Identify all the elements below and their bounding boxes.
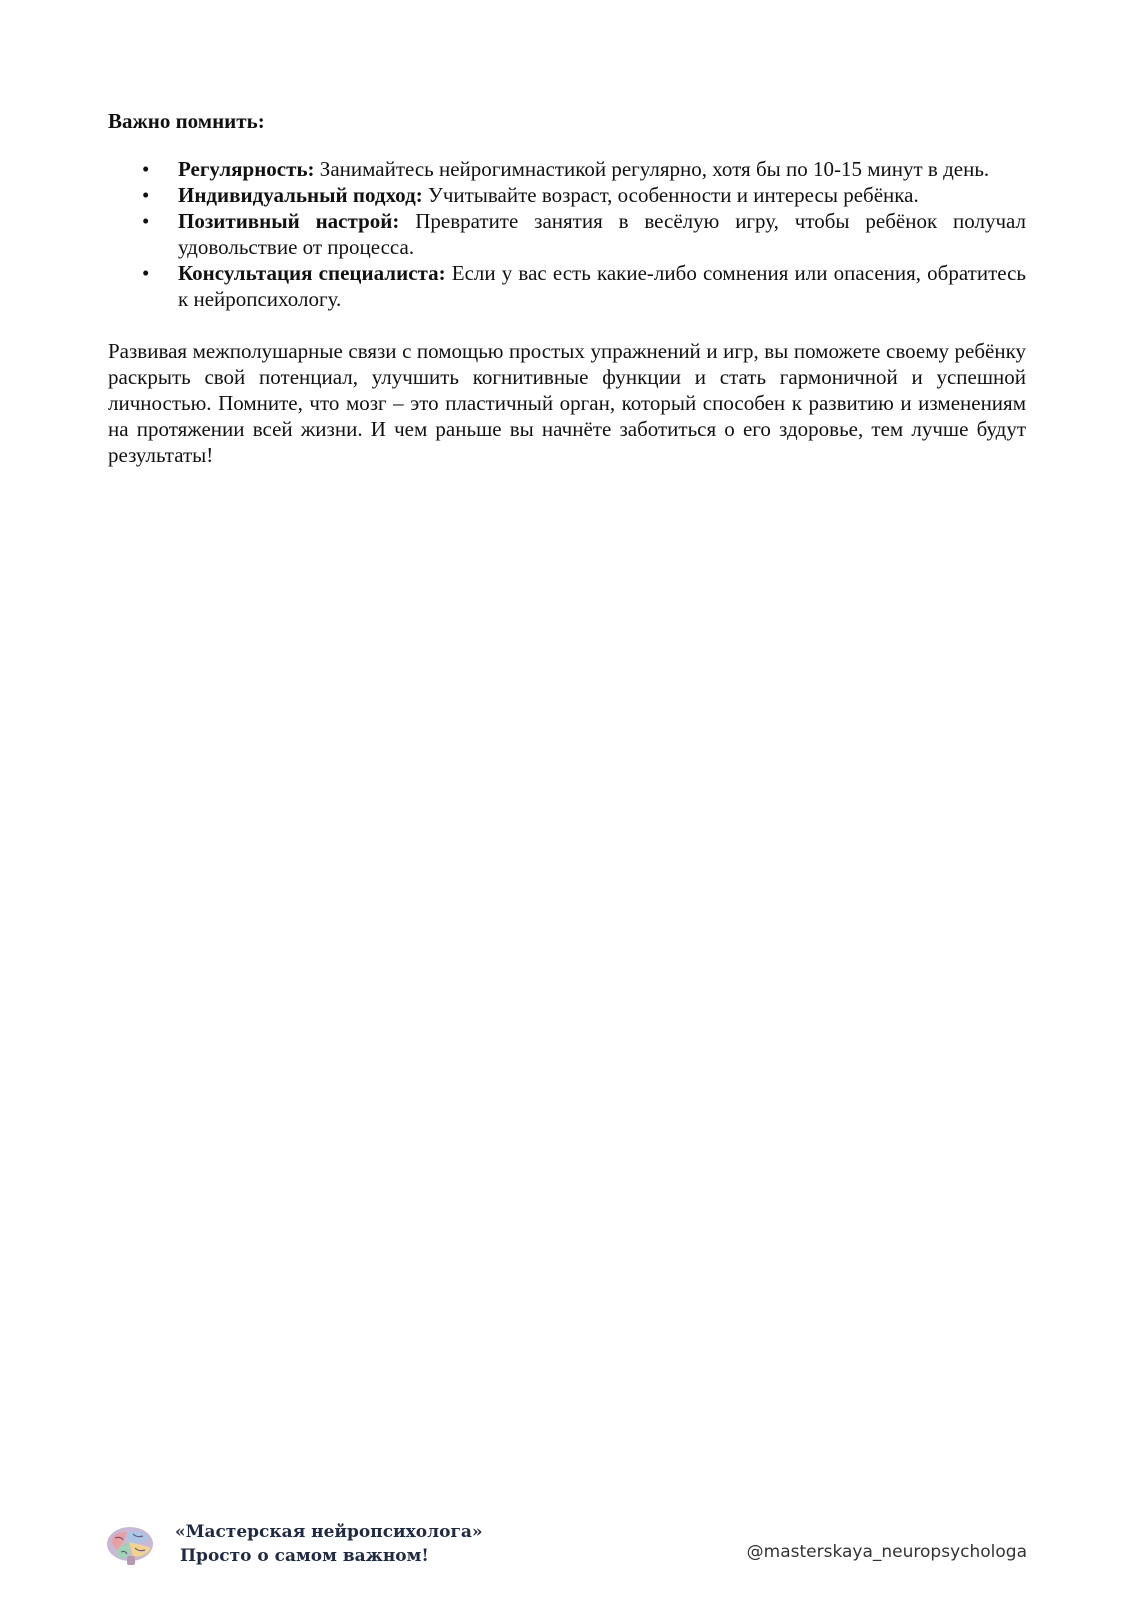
brand-name: «Мастерская нейропсихолога» <box>175 1522 483 1542</box>
page-footer <box>105 1520 1027 1570</box>
list-item <box>108 156 1026 182</box>
bullet-icon: • <box>142 183 150 207</box>
tip-text: Превратите занятия в весёлую игру, чтобы ребёнок получал удовольствие от процесса. <box>178 209 1026 259</box>
section-heading: Важно помнить: <box>108 109 265 133</box>
brain-logo-icon <box>105 1524 155 1568</box>
document-body <box>108 108 1026 468</box>
tip-term: Индивидуальный подход: <box>178 183 423 207</box>
brand-tagline: Просто о самом важном! <box>180 1546 429 1566</box>
list-item <box>108 260 1026 312</box>
summary-paragraph: Развивая межполушарные связи с помощью простых упражнений и игр, вы поможете своему ребёнку раскрыть свой потенциал, улучшить когнитивные функции и стать гармоничной и успешной личностью. Помните, что мозг – это пластичный орган, который способен к развитию и изменениям на протяжении всей жизни. И чем раньше вы начнёте заботиться о его здоровье, тем лучше будут результаты! <box>108 339 1026 467</box>
brand-block <box>175 1520 483 1568</box>
tip-text: Занимайтесь нейрогимнастикой регулярно, хотя бы по 10-15 минут в день. <box>314 157 990 181</box>
tip-term: Позитивный настрой: <box>178 209 400 233</box>
tip-term: Регулярность: <box>178 157 315 181</box>
tip-text: Учитывайте возраст, особенности и интересы ребёнка. <box>422 183 919 207</box>
bullet-icon: • <box>142 157 150 181</box>
list-item <box>108 182 1026 208</box>
social-handle: @masterskaya_neuropsychologa <box>746 1542 1027 1562</box>
tip-term: Консультация специалиста: <box>178 261 446 285</box>
tip-text: Если у вас есть какие-либо сомнения или опасения, обратитесь к нейропсихологу. <box>178 261 1026 311</box>
bullet-icon: • <box>142 209 150 233</box>
bullet-icon: • <box>142 261 150 285</box>
list-item <box>108 208 1026 260</box>
tips-list <box>108 156 1026 312</box>
